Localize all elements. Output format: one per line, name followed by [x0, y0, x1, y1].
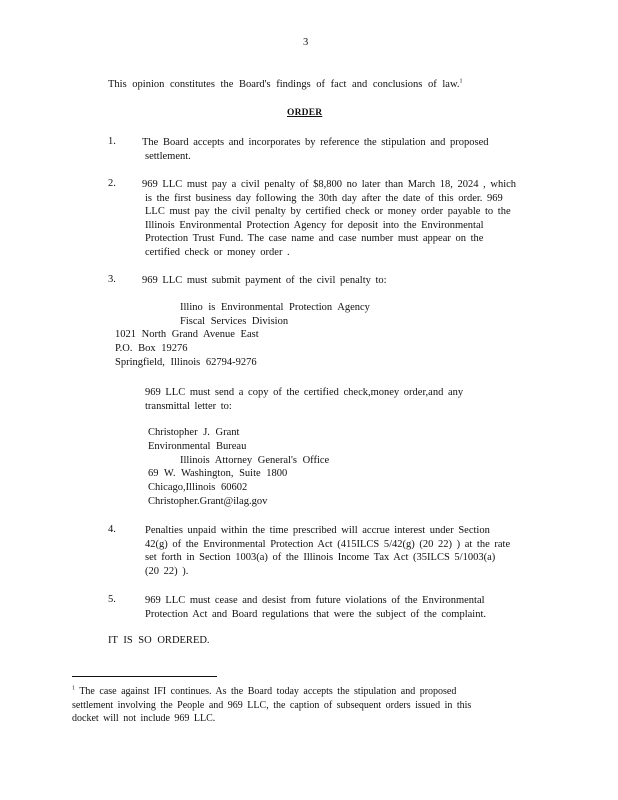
item-4-text	[145, 524, 510, 578]
intro-sentence	[108, 79, 463, 90]
item-4-line: Penalties unpaid within the time prescribed will accrue interest under Section	[145, 525, 490, 536]
agency-division: Fiscal Services Division	[180, 316, 289, 327]
contact-city: Chicago,Illinois 60602	[148, 482, 248, 493]
item-4-line: 42(g) of the Environmental Protection Act (415ILCS 5/42(g) (20 22) ) at the rate	[145, 538, 511, 550]
agency-city: Springfield, Illinois 62794-9276	[115, 357, 257, 368]
item-1-text	[142, 136, 489, 163]
footnote-marker: 1	[72, 685, 75, 692]
footnote	[72, 685, 471, 726]
copy-instruction-line: 969 LLC must send a copy of the certified check,money order,and any	[145, 387, 464, 398]
item-3-line: 969 LLC must submit payment of the civil penalty to:	[142, 275, 387, 286]
page-number: 3	[303, 37, 309, 48]
agency-po-box: P.O. Box 19276	[115, 343, 188, 354]
item-3-text	[142, 274, 387, 288]
item-2-line: Protection Trust Fund. The case name and case number must appear on the	[145, 233, 484, 244]
order-heading: ORDER	[287, 108, 323, 118]
item-4-line: (20 22) ).	[145, 565, 189, 577]
item-2-line: Illinois Environmental Protection Agency for deposit into the Environmental	[145, 219, 484, 231]
item-2-line: is the first business day following the 30th day after the date of this order. 969	[145, 192, 503, 204]
contact-name: Christopher J. Grant	[148, 427, 240, 438]
contact-bureau: Environmental Bureau	[148, 441, 247, 452]
agency-name: Illino is Environmental Protection Agency	[180, 302, 370, 313]
item-5-line: Protection Act and Board regulations that were the subject of the complaint.	[145, 608, 486, 620]
contact-street: 69 W. Washington, Suite 1800	[148, 468, 288, 479]
closing-statement: IT IS SO ORDERED.	[108, 635, 210, 646]
contact-office: Illinois Attorney General's Office	[180, 455, 330, 466]
copy-instruction	[145, 386, 463, 413]
item-2-line: 969 LLC must pay a civil penalty of $8,800 no later than March 18, 2024 , which	[142, 179, 517, 190]
item-2-number: 2.	[108, 178, 116, 189]
copy-instruction-line: transmittal letter to:	[145, 400, 232, 412]
item-5-line: 969 LLC must cease and desist from future violations of the Environmental	[145, 595, 485, 606]
intro-text: This opinion constitutes the Board's findings of fact and conclusions of law.	[108, 79, 460, 90]
footnote-line: settlement involving the People and 969 LLC, the caption of subsequent orders issued in this	[72, 699, 472, 711]
item-3-number: 3.	[108, 274, 116, 285]
footnote-line: The case against IFI continues. As the Board today accepts the stipulation and proposed	[79, 686, 457, 697]
item-2-text	[142, 178, 516, 259]
item-2-line: certified check or money order .	[145, 246, 290, 258]
footnote-divider	[72, 676, 217, 677]
footnote-ref: 1	[459, 78, 463, 85]
item-5-number: 5.	[108, 594, 116, 605]
item-1-number: 1.	[108, 136, 116, 147]
agency-street: 1021 North Grand Avenue East	[115, 329, 259, 340]
contact-email: Christopher.Grant@ilag.gov	[148, 496, 268, 507]
item-1-line: The Board accepts and incorporates by reference the stipulation and proposed	[142, 137, 489, 148]
item-1-line: settlement.	[145, 150, 191, 162]
item-4-number: 4.	[108, 524, 116, 535]
item-5-text	[145, 594, 486, 621]
footnote-line: docket will not include 969 LLC.	[72, 713, 216, 724]
item-4-line: set forth in Section 1003(a) of the Illinois Income Tax Act (35ILCS 5/1003(a)	[145, 552, 496, 563]
item-2-line: LLC must pay the civil penalty by certified check or money order payable to the	[145, 206, 511, 217]
